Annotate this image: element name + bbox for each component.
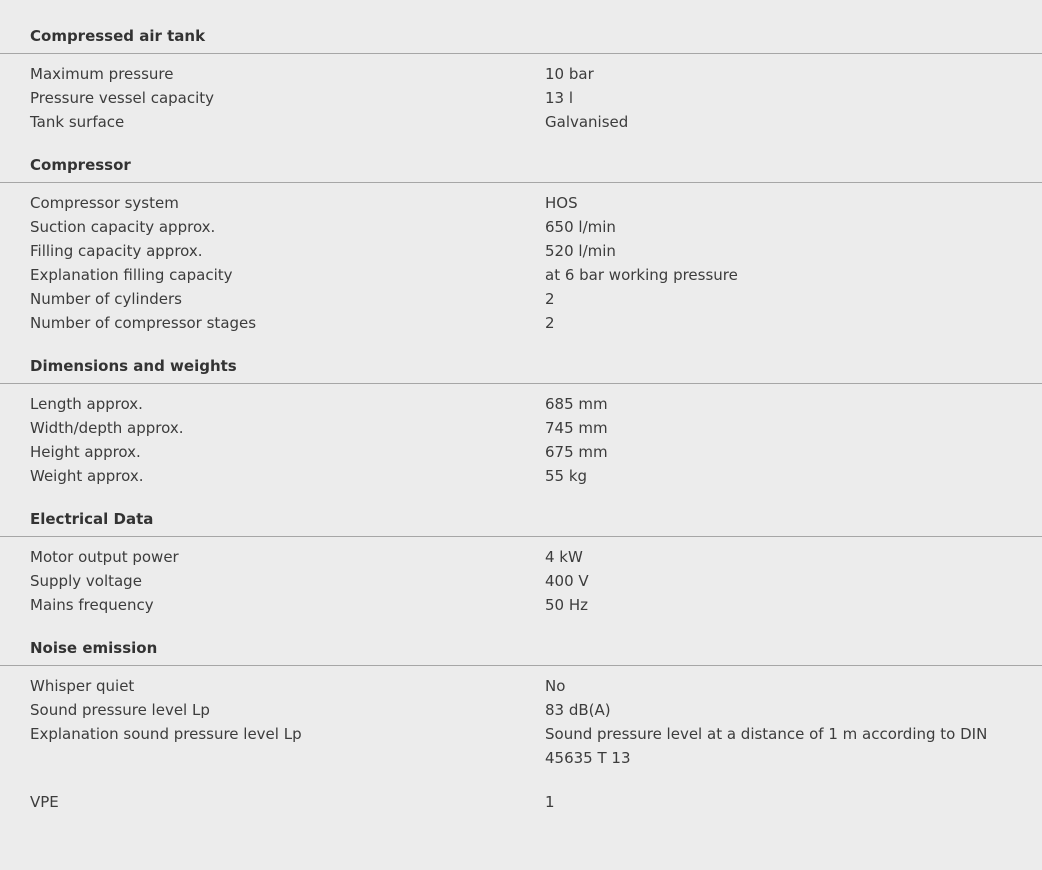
spec-value: 4 kW [545, 548, 583, 566]
spec-row [0, 545, 1042, 569]
spec-value: 400 V [545, 572, 589, 590]
spec-label: Suction capacity approx. [30, 218, 216, 236]
section-electrical-data [0, 508, 1042, 617]
spec-label: Width/depth approx. [30, 419, 184, 437]
spec-value: 745 mm [545, 419, 608, 437]
section-compressed-air-tank [0, 25, 1042, 134]
spec-value: Sound pressure level at a distance of 1 m according to DIN 45635 T 13 [545, 725, 988, 767]
section-title: Dimensions and weights [0, 355, 1042, 384]
spec-row [0, 263, 1042, 287]
spec-value: 83 dB(A) [545, 701, 611, 719]
spec-label: Explanation sound pressure level Lp [30, 725, 302, 743]
section-noise-emission [0, 637, 1042, 770]
spec-label: Number of compressor stages [30, 314, 257, 332]
spec-label: Whisper quiet [30, 677, 135, 695]
spec-value: No [545, 677, 566, 695]
spec-label: Maximum pressure [30, 65, 174, 83]
section-title: Electrical Data [0, 508, 1042, 537]
spec-label: Weight approx. [30, 467, 144, 485]
section-title: Compressed air tank [0, 25, 1042, 54]
spec-label: Pressure vessel capacity [30, 89, 215, 107]
spec-row [0, 191, 1042, 215]
section-dimensions-and-weights [0, 355, 1042, 488]
spec-row [0, 239, 1042, 263]
spec-value: 675 mm [545, 443, 608, 461]
spec-row [0, 464, 1042, 488]
spec-label: Supply voltage [30, 572, 142, 590]
spec-value: Galvanised [545, 113, 629, 131]
spec-value: 650 l/min [545, 218, 616, 236]
spec-label: Height approx. [30, 443, 141, 461]
spec-label: Tank surface [30, 113, 125, 131]
spec-row [0, 569, 1042, 593]
spec-value: 520 l/min [545, 242, 616, 260]
spec-row [0, 392, 1042, 416]
spec-label: Length approx. [30, 395, 143, 413]
spec-row [0, 86, 1042, 110]
spec-row [0, 722, 1042, 770]
spec-label: Compressor system [30, 194, 179, 212]
spec-row [0, 62, 1042, 86]
spec-row [0, 215, 1042, 239]
vpe-row [0, 790, 1042, 814]
spec-label: Mains frequency [30, 596, 154, 614]
vpe-label: VPE [30, 793, 59, 811]
vpe-value: 1 [545, 793, 555, 811]
spec-label: Filling capacity approx. [30, 242, 203, 260]
spec-row [0, 311, 1042, 335]
spec-value: 13 l [545, 89, 574, 107]
section-compressor [0, 154, 1042, 335]
spec-value: 50 Hz [545, 596, 589, 614]
spec-value: 2 [545, 314, 555, 332]
spec-label: Motor output power [30, 548, 179, 566]
spec-row [0, 698, 1042, 722]
spec-value: 2 [545, 290, 555, 308]
spec-row [0, 674, 1042, 698]
spec-label: Explanation filling capacity [30, 266, 233, 284]
section-title: Compressor [0, 154, 1042, 183]
spec-row [0, 110, 1042, 134]
section-title: Noise emission [0, 637, 1042, 666]
spec-value: HOS [545, 194, 578, 212]
spec-row [0, 416, 1042, 440]
spec-row [0, 440, 1042, 464]
spec-value: 10 bar [545, 65, 594, 83]
spec-label: Sound pressure level Lp [30, 701, 210, 719]
spec-value: at 6 bar working pressure [545, 266, 738, 284]
spec-value: 685 mm [545, 395, 608, 413]
spec-row [0, 593, 1042, 617]
spec-value: 55 kg [545, 467, 588, 485]
spec-label: Number of cylinders [30, 290, 182, 308]
spec-row [0, 287, 1042, 311]
